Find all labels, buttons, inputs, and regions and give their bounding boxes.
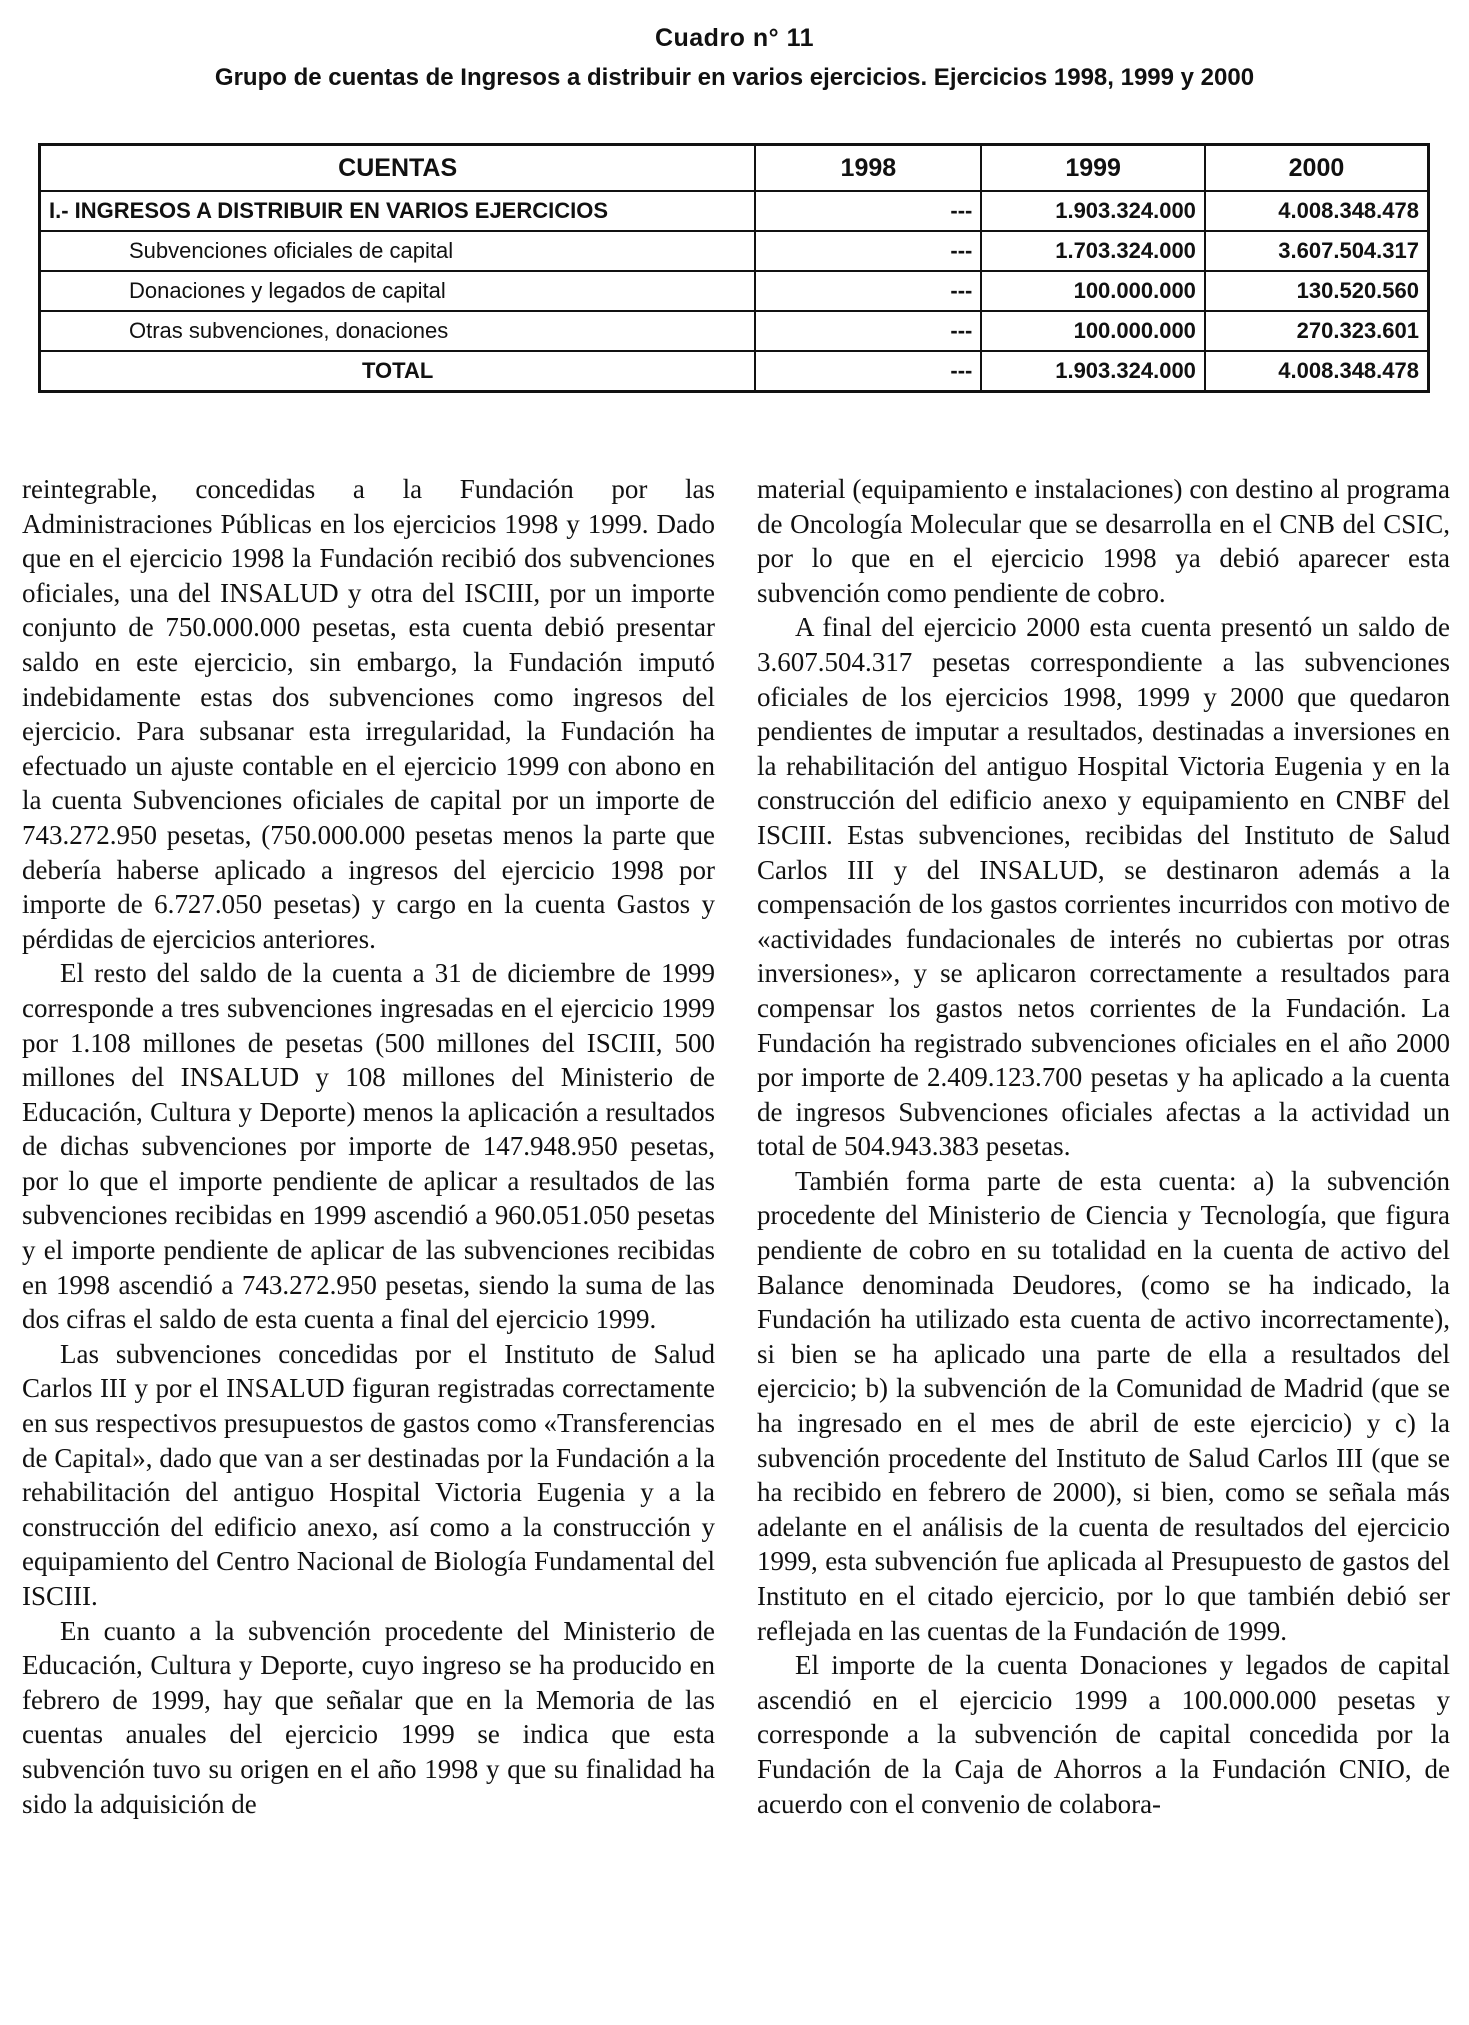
row-label: Donaciones y legados de capital <box>40 271 756 311</box>
table-row <box>40 271 1429 311</box>
paragraph: El resto del saldo de la cuenta a 31 de diciembre de 1999 corresponde a tres subvenciones ingresadas en el ejercicio 1999 por 1.108 millones de pesetas (500 millones del ISCIII, 500 millones del INSALUD y 108 millones del Ministerio de Educación, Cultura y Deporte) menos la aplicación a resultados de dichas subvenciones por importe de 147.948.950 pesetas, por lo que el importe pendiente de aplicar a resultados de las subvenciones recibidas en 1999 ascendió a 960.051.050 pesetas y el importe pendiente de aplicar de las subvenciones recibidas en 1998 ascendió a 743.272.950 pesetas, siendo la suma de las dos cifras el saldo de esta cuenta a final del ejercicio 1999. <box>22 958 715 1335</box>
cell-1999: 1.703.324.000 <box>981 231 1205 271</box>
paragraph: También forma parte de esta cuenta: a) la subvención procedente del Ministerio de Ciencia y Tecnología, que figura pendiente de cobro en su totalidad en la cuenta de activo del Balance denominada Deudores, (como se ha indicado, la Fundación ha utilizado esta cuenta de activo incorrectamente), si bien se ha aplicado una parte de ella a resultados del ejercicio; b) la subvención de la Comunidad de Madrid (que se ha ingresado en el mes de abril de este ejercicio) y c) la subvención procedente del Instituto de Salud Carlos III (que se ha recibido en febrero de 2000), si bien, como se señala más adelante en el análisis de la cuenta de resultados del ejercicio 1999, esta subvención fue aplicada al Presupuesto de gastos del Instituto en el citado ejercicio, por lo que también debió ser reflejada en las cuentas de la Fundación de 1999. <box>757 1165 1450 1646</box>
cell-1999: 100.000.000 <box>981 311 1205 351</box>
cell-1998: --- <box>755 311 981 351</box>
paragraph: A final del ejercicio 2000 esta cuenta presentó un saldo de 3.607.504.317 pesetas correspondiente a las subvenciones oficiales de los ejercicios 1998, 1999 y 2000 que quedaron pendientes de imputar a resultados, destinadas a inversiones en la rehabilitación del antiguo Hospital Victoria Eugenia y en la construcción del edificio anexo y equipamiento en CNBF del ISCIII. Estas subvenciones, recibidas del Instituto de Salud Carlos III y del INSALUD, se destinaron además a la compensación de los gastos corrientes incurridos con motivo de «actividades fundacionales de interés no cubiertas por otras inversiones», y se aplicaron correctamente a resultados para compensar los gastos netos corrientes de la Fundación. La Fundación ha registrado subvenciones oficiales en el año 2000 por importe de 2.409.123.700 pesetas y ha aplicado a la cuenta de ingresos Subvenciones oficiales afectas a la actividad un total de 504.943.383 pesetas. <box>757 612 1450 1162</box>
header-2000: 2000 <box>1205 145 1429 192</box>
cell-1999: 1.903.324.000 <box>981 191 1205 231</box>
cell-2000: 130.520.560 <box>1205 271 1429 311</box>
cuentas-table <box>38 143 1430 393</box>
cell-1998: --- <box>755 351 981 392</box>
cell-1998: --- <box>755 231 981 271</box>
row-label: I.- INGRESOS A DISTRIBUIR EN VARIOS EJERCICIOS <box>40 191 756 231</box>
paragraph: material (equipamiento e instalaciones) con destino al programa de Oncología Molecular que se desarrolla en el CNB del CSIC, por lo que en el ejercicio 1998 ya debió aparecer esta subvención como pendiente de cobro. <box>757 474 1450 608</box>
table-total-row <box>40 351 1429 392</box>
header-1999: 1999 <box>981 145 1205 192</box>
row-label: Otras subvenciones, donaciones <box>40 311 756 351</box>
row-label: TOTAL <box>40 351 756 392</box>
cell-2000: 4.008.348.478 <box>1205 191 1429 231</box>
header-cuentas: CUENTAS <box>40 145 756 192</box>
cell-2000: 4.008.348.478 <box>1205 351 1429 392</box>
cell-1998: --- <box>755 191 981 231</box>
cell-2000: 270.323.601 <box>1205 311 1429 351</box>
paragraph: El importe de la cuenta Donaciones y legados de capital ascendió en el ejercicio 1999 a 100.000.000 pesetas y corresponde a la subvención de capital concedida por la Fundación de la Caja de Ahorros a la Fundación CNIO, de acuerdo con el convenio de colabora- <box>757 1650 1450 1819</box>
table-row <box>40 231 1429 271</box>
paragraph: En cuanto a la subvención procedente del Ministerio de Educación, Cultura y Deporte, cuyo ingreso se ha producido en febrero de 1999, hay que señalar que en la Memoria de las cuentas anuales del ejercicio 1999 se indica que esta subvención tuvo su origen en el año 1998 y que su finalidad ha sido la adquisición de <box>22 1615 715 1819</box>
cell-1998: --- <box>755 271 981 311</box>
cell-1999: 1.903.324.000 <box>981 351 1205 392</box>
cuadro-subtitle: Grupo de cuentas de Ingresos a distribuir en varios ejercicios. Ejercicios 1998, 1999 y 2000 <box>214 64 1255 91</box>
paragraph: Las subvenciones concedidas por el Instituto de Salud Carlos III y por el INSALUD figuran registradas correctamente en sus respectivos presupuestos de gastos como «Transferencias de Capital», dado que van a ser destinadas por la Fundación a la rehabilitación del antiguo Hospital Victoria Eugenia y a la construcción del edificio anexo, así como a la construcción y equipamiento del Centro Nacional de Biología Fundamental del ISCIII. <box>22 1338 715 1611</box>
cell-1999: 100.000.000 <box>981 271 1205 311</box>
header-1998: 1998 <box>755 145 981 192</box>
row-label: Subvenciones oficiales de capital <box>40 231 756 271</box>
cuadro-title: Cuadro n° 11 <box>654 24 815 52</box>
right-column <box>757 472 1450 1821</box>
left-column <box>22 472 715 1821</box>
paragraph: reintegrable, concedidas a la Fundación por las Administraciones Públicas en los ejercicios 1998 y 1999. Dado que en el ejercicio 1998 la Fundación recibió dos subvenciones oficiales, una del INSALUD y otra del ISCIII, por un importe conjunto de 750.000.000 pesetas, esta cuenta debió presentar saldo en este ejercicio, sin embargo, la Fundación imputó indebidamente estas dos subvenciones como ingresos del ejercicio. Para subsanar esta irregularidad, la Fundación ha efectuado un ajuste contable en el ejercicio 1999 con abono en la cuenta Subvenciones oficiales de capital por un importe de 743.272.950 pesetas, (750.000.000 pesetas menos la parte que debería haberse aplicado a ingresos del ejercicio 1998 por importe de 6.727.050 pesetas) y cargo en la cuenta Gastos y pérdidas de ejercicios anteriores. <box>22 474 715 954</box>
table-header-row <box>40 145 1429 192</box>
table-row <box>40 311 1429 351</box>
cell-2000: 3.607.504.317 <box>1205 231 1429 271</box>
table-row <box>40 191 1429 231</box>
